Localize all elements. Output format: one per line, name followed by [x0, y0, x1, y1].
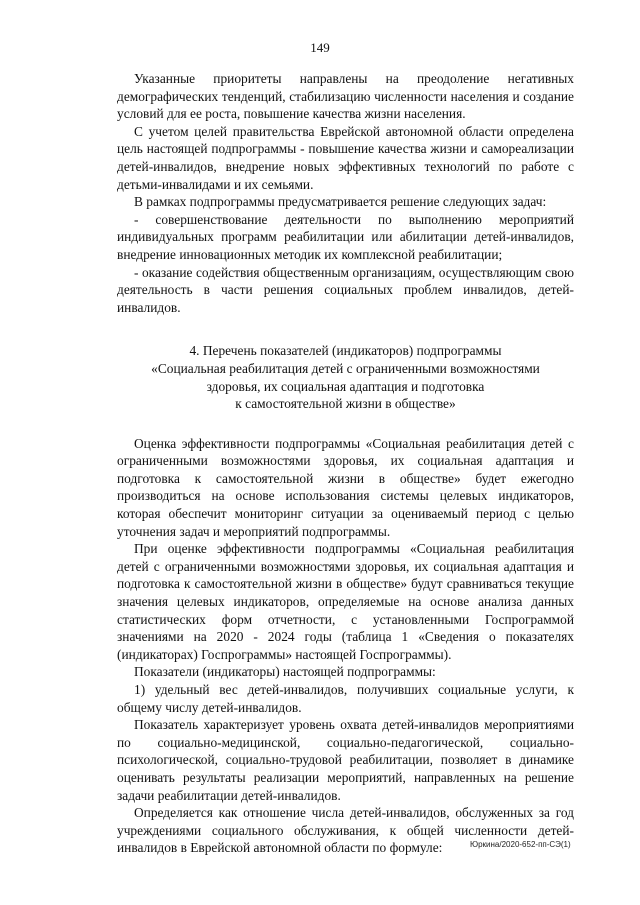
document-body	[117, 70, 574, 857]
paragraph: Определяется как отношение числа детей-инвалидов, обслуженных за год учреждениями социального обслуживания, к общей численности детей-инвалидов в Еврейской автономной области по формуле:	[117, 805, 574, 856]
section-heading-line: 4. Перечень показателей (индикаторов) подпрограммы	[189, 343, 502, 359]
section-heading-line: здоровья, их социальная адаптация и подготовка	[206, 378, 485, 394]
section-heading	[117, 342, 574, 412]
paragraph: В рамках подпрограммы предусматривается решение следующих задач:	[134, 194, 547, 210]
paragraph: - совершенствование деятельности по выполнению мероприятий индивидуальных программ реабилитации или абилитации детей-инвалидов, внедрение инновационных методик их комплексной реабилитации;	[117, 211, 574, 262]
footer-code: Юркина/2020-652-пп-СЭ(1)	[470, 840, 571, 849]
paragraph: - оказание содействия общественным организациям, осуществляющим свою деятельность в части решения социальных проблем инвалидов, детей-инвалидов.	[117, 264, 574, 315]
paragraph: Указанные приоритеты направлены на преодоление негативных демографических тенденций, стабилизацию численности населения и создание условий для ее роста, повышение качества жизни населения.	[117, 71, 574, 122]
paragraph: Показатель характеризует уровень охвата детей-инвалидов мероприятиями по социально-медицинской, социально-педагогической, социально-психологической, социально-трудовой реабилитации, позволяет в динамике оценивать результаты реализации мероприятий, направленных на решение задачи реабилитации детей-инвалидов.	[117, 717, 574, 803]
page-number: 149	[310, 40, 330, 55]
section-heading-line: «Социальная реабилитация детей с ограниченными возможностями	[151, 360, 540, 376]
paragraph: С учетом целей правительства Еврейской автономной области определена цель настоящей подпрограммы - повышение качества жизни и самореализации детей-инвалидов, внедрение новых эффективных технологий по работе с детьми-инвалидами и их семьями.	[117, 123, 574, 192]
section-heading-line: к самостоятельной жизни в обществе»	[235, 396, 456, 412]
paragraph: Оценка эффективности подпрограммы «Социальная реабилитация детей с ограниченными возможностями здоровья, их социальная адаптация и подготовка к самостоятельной жизни в обществе» будет ежегодно производиться на основе использования системы целевых индикаторов, которая обеспечит мониторинг ситуации за оцениваемый период с целью уточнения задач и мероприятий подпрограммы.	[117, 435, 574, 539]
paragraph: Показатели (индикаторы) настоящей подпрограммы:	[134, 664, 436, 680]
paragraph: 1) удельный вес детей-инвалидов, получивших социальные услуги, к общему числу детей-инвалидов.	[117, 682, 574, 715]
paragraph: При оценке эффективности подпрограммы «Социальная реабилитация детей с ограниченными возможностями здоровья, их социальная адаптация и подготовка к самостоятельной жизни в обществе» будут сравниваться текущие значения целевых индикаторов, определяемые на основе анализа данных статистических форм отчетности, с установленными Госпрограммой значениями на 2020 - 2024 годы (таблица 1 «Сведения о показателях (индикаторах) Госпрограммы» настоящей Госпрограммы).	[117, 541, 574, 662]
